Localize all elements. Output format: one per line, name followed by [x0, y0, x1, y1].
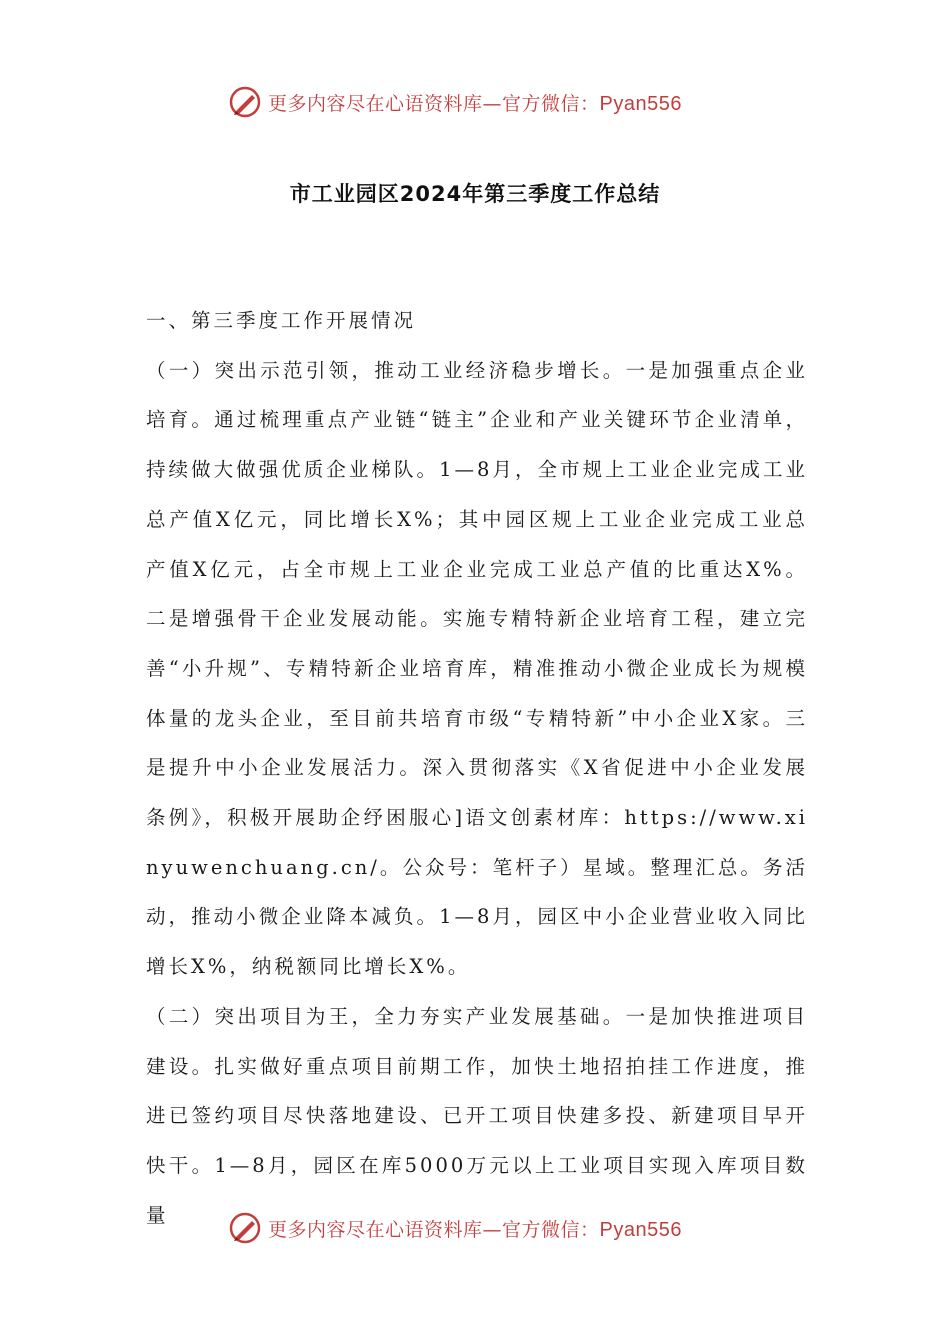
document-body: [146, 296, 808, 1240]
watermark-text: 更多内容尽在心语资料库—官方微信：Pyan556: [268, 92, 682, 115]
page-title: 市工业园区2024年第三季度工作总结: [289, 182, 661, 206]
watermark-banner-top: [228, 82, 748, 122]
paragraph: （一）突出示范引领，推动工业经济稳步增长。一是加强重点企业培育。通过梳理重点产业链“链主”企业和产业关键环节企业清单，持续做大做强优质企业梯队。1—8月，全市规上工业企业完成工业总产值X亿元，同比增长X%；其中园区规上工业企业完成工业总产值X亿元，占全市规上工业企业完成工业总产值的比重达X%。二是增强骨干企业发展动能。实施专精特新企业培育工程，建立完善“小升规”、专精特新企业培育库，精准推动小微企业成长为规模体量的龙头企业，至目前共培育市级“专精特新”中小企业X家。三是提升中小企业发展活力。深入贯彻落实《X省促进中小企业发展条例》，积极开展助企纾困服心]语文创素材库：https://www.xinyuwenchuang.cn/。公众号：笔杆子）星域。整理汇总。务活动，推动小微企业降本减负。1—8月，园区中小企业营业收入同比增长X%，纳税额同比增长X%。: [146, 358, 808, 979]
pen-logo-icon: [228, 85, 262, 119]
paragraph: （二）突出项目为王，全力夯实产业发展基础。一是加快推进项目建设。扎实做好重点项目前期工作，加快土地招拍挂工作进度，推进已签约项目尽快落地建设、已开工项目快建多投、新建项目早开快干。1—8月，园区在库5000万元以上工业项目实现入库项目数量: [146, 1004, 808, 1227]
watermark-banner-bottom: [228, 1208, 748, 1248]
pen-logo-icon: [228, 1211, 262, 1245]
section-heading: 一、第三季度工作开展情况: [146, 309, 417, 332]
watermark-text: 更多内容尽在心语资料库—官方微信：Pyan556: [268, 1218, 682, 1241]
